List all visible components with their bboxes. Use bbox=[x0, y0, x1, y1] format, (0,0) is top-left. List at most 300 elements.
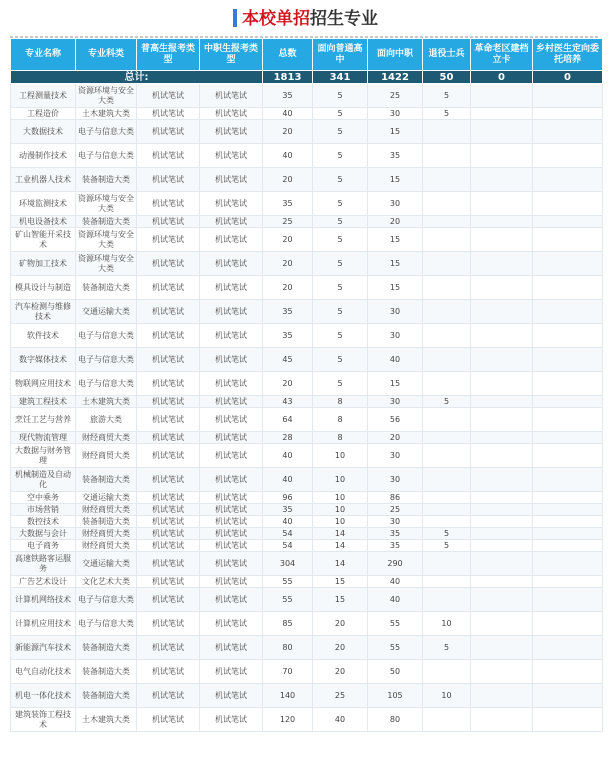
major-category: 电子与信息大类 bbox=[76, 588, 137, 612]
gaozhong-count: 10 bbox=[313, 492, 368, 504]
major-category: 财经商贸大类 bbox=[76, 444, 137, 468]
gaozhong-exam-type: 机试笔试 bbox=[137, 372, 200, 396]
village-doctor-count bbox=[533, 300, 603, 324]
majors-table bbox=[10, 38, 603, 732]
total-count: 40 bbox=[263, 444, 313, 468]
gaozhong-exam-type: 机试笔试 bbox=[137, 108, 200, 120]
laoqu-count bbox=[471, 432, 533, 444]
table-row bbox=[11, 108, 603, 120]
zhongzhi-count: 55 bbox=[368, 636, 423, 660]
zhongzhi-exam-type: 机试笔试 bbox=[200, 252, 263, 276]
header-cell: 乡村医生定向委托培养 bbox=[533, 39, 603, 71]
laoqu-count bbox=[471, 684, 533, 708]
total-count: 20 bbox=[263, 372, 313, 396]
soldier-count bbox=[423, 228, 471, 252]
gaozhong-count: 5 bbox=[313, 276, 368, 300]
major-name: 动漫制作技术 bbox=[11, 144, 76, 168]
table-row bbox=[11, 408, 603, 432]
gaozhong-exam-type: 机试笔试 bbox=[137, 516, 200, 528]
gaozhong-exam-type: 机试笔试 bbox=[137, 276, 200, 300]
header-cell: 退役士兵 bbox=[423, 39, 471, 71]
gaozhong-exam-type: 机试笔试 bbox=[137, 492, 200, 504]
table-row bbox=[11, 216, 603, 228]
total-count: 35 bbox=[263, 84, 313, 108]
soldier-count bbox=[423, 252, 471, 276]
gaozhong-count: 5 bbox=[313, 216, 368, 228]
village-doctor-count bbox=[533, 588, 603, 612]
village-doctor-count bbox=[533, 108, 603, 120]
soldier-count bbox=[423, 588, 471, 612]
soldier-count bbox=[423, 276, 471, 300]
zhongzhi-exam-type: 机试笔试 bbox=[200, 552, 263, 576]
zhongzhi-exam-type: 机试笔试 bbox=[200, 516, 263, 528]
zhongzhi-exam-type: 机试笔试 bbox=[200, 348, 263, 372]
laoqu-count bbox=[471, 552, 533, 576]
table-row bbox=[11, 432, 603, 444]
gaozhong-exam-type: 机试笔试 bbox=[137, 468, 200, 492]
major-name: 数字媒体技术 bbox=[11, 348, 76, 372]
soldier-count: 5 bbox=[423, 108, 471, 120]
zhongzhi-exam-type: 机试笔试 bbox=[200, 612, 263, 636]
village-doctor-count bbox=[533, 540, 603, 552]
total-count: 45 bbox=[263, 348, 313, 372]
major-name: 环境监测技术 bbox=[11, 192, 76, 216]
zhongzhi-exam-type: 机试笔试 bbox=[200, 144, 263, 168]
table-row bbox=[11, 612, 603, 636]
soldier-count bbox=[423, 432, 471, 444]
village-doctor-count bbox=[533, 432, 603, 444]
village-doctor-count bbox=[533, 528, 603, 540]
total-count: 35 bbox=[263, 192, 313, 216]
major-name: 广告艺术设计 bbox=[11, 576, 76, 588]
soldier-count bbox=[423, 216, 471, 228]
total-count: 64 bbox=[263, 408, 313, 432]
zhongzhi-count: 105 bbox=[368, 684, 423, 708]
laoqu-count bbox=[471, 588, 533, 612]
table-row bbox=[11, 348, 603, 372]
table-row bbox=[11, 636, 603, 660]
major-category: 交通运输大类 bbox=[76, 552, 137, 576]
total-count: 20 bbox=[263, 252, 313, 276]
major-category: 装备制造大类 bbox=[76, 216, 137, 228]
total-count: 35 bbox=[263, 324, 313, 348]
title-rest: 招生专业 bbox=[310, 9, 378, 29]
zhongzhi-exam-type: 机试笔试 bbox=[200, 372, 263, 396]
major-name: 机电设备技术 bbox=[11, 216, 76, 228]
total-count: 20 bbox=[263, 120, 313, 144]
zhongzhi-count: 30 bbox=[368, 324, 423, 348]
laoqu-count bbox=[471, 576, 533, 588]
table-row bbox=[11, 516, 603, 528]
zhongzhi-count: 40 bbox=[368, 576, 423, 588]
zhongzhi-count: 15 bbox=[368, 168, 423, 192]
gaozhong-count: 8 bbox=[313, 408, 368, 432]
major-category: 装备制造大类 bbox=[76, 276, 137, 300]
table-row bbox=[11, 192, 603, 216]
laoqu-count bbox=[471, 504, 533, 516]
total-count: 35 bbox=[263, 504, 313, 516]
major-name: 工程测量技术 bbox=[11, 84, 76, 108]
gaozhong-count: 20 bbox=[313, 636, 368, 660]
major-category: 土木建筑大类 bbox=[76, 108, 137, 120]
table-row bbox=[11, 84, 603, 108]
table-row bbox=[11, 276, 603, 300]
zhongzhi-count: 50 bbox=[368, 660, 423, 684]
zhongzhi-exam-type: 机试笔试 bbox=[200, 228, 263, 252]
table-row bbox=[11, 588, 603, 612]
village-doctor-count bbox=[533, 408, 603, 432]
soldier-count bbox=[423, 348, 471, 372]
table-row bbox=[11, 144, 603, 168]
major-category: 资源环境与安全大类 bbox=[76, 252, 137, 276]
laoqu-count bbox=[471, 528, 533, 540]
major-category: 资源环境与安全大类 bbox=[76, 228, 137, 252]
table-row bbox=[11, 372, 603, 396]
laoqu-count bbox=[471, 540, 533, 552]
zhongzhi-count: 15 bbox=[368, 372, 423, 396]
major-name: 电气自动化技术 bbox=[11, 660, 76, 684]
major-name: 数控技术 bbox=[11, 516, 76, 528]
zhongzhi-exam-type: 机试笔试 bbox=[200, 396, 263, 408]
title-highlight: 本校单招 bbox=[242, 9, 310, 29]
zhongzhi-count: 30 bbox=[368, 192, 423, 216]
soldier-count bbox=[423, 444, 471, 468]
major-name: 工业机器人技术 bbox=[11, 168, 76, 192]
village-doctor-count bbox=[533, 168, 603, 192]
zhongzhi-exam-type: 机试笔试 bbox=[200, 444, 263, 468]
village-doctor-count bbox=[533, 372, 603, 396]
laoqu-count bbox=[471, 708, 533, 732]
header-cell: 普高生报考类型 bbox=[137, 39, 200, 71]
total-count: 43 bbox=[263, 396, 313, 408]
zhongzhi-exam-type: 机试笔试 bbox=[200, 492, 263, 504]
major-name: 大数据技术 bbox=[11, 120, 76, 144]
major-category: 装备制造大类 bbox=[76, 636, 137, 660]
laoqu-count bbox=[471, 120, 533, 144]
gaozhong-exam-type: 机试笔试 bbox=[137, 612, 200, 636]
soldier-count: 5 bbox=[423, 396, 471, 408]
gaozhong-count: 5 bbox=[313, 252, 368, 276]
soldier-count bbox=[423, 324, 471, 348]
total-count: 20 bbox=[263, 228, 313, 252]
table-row bbox=[11, 684, 603, 708]
major-name: 新能源汽车技术 bbox=[11, 636, 76, 660]
laoqu-count bbox=[471, 216, 533, 228]
table-row bbox=[11, 576, 603, 588]
major-name: 矿山智能开采技术 bbox=[11, 228, 76, 252]
gaozhong-exam-type: 机试笔试 bbox=[137, 660, 200, 684]
total-count: 25 bbox=[263, 216, 313, 228]
gaozhong-count: 5 bbox=[313, 120, 368, 144]
major-name: 物联网应用技术 bbox=[11, 372, 76, 396]
total-count: 304 bbox=[263, 552, 313, 576]
gaozhong-exam-type: 机试笔试 bbox=[137, 684, 200, 708]
zhongzhi-exam-type: 机试笔试 bbox=[200, 120, 263, 144]
zhongzhi-count: 35 bbox=[368, 540, 423, 552]
gaozhong-exam-type: 机试笔试 bbox=[137, 588, 200, 612]
gaozhong-count: 5 bbox=[313, 348, 368, 372]
gaozhong-count: 14 bbox=[313, 528, 368, 540]
gaozhong-exam-type: 机试笔试 bbox=[137, 144, 200, 168]
zhongzhi-exam-type: 机试笔试 bbox=[200, 504, 263, 516]
table-row bbox=[11, 252, 603, 276]
gaozhong-count: 10 bbox=[313, 504, 368, 516]
major-category: 装备制造大类 bbox=[76, 684, 137, 708]
gaozhong-exam-type: 机试笔试 bbox=[137, 396, 200, 408]
gaozhong-count: 5 bbox=[313, 84, 368, 108]
zhongzhi-exam-type: 机试笔试 bbox=[200, 408, 263, 432]
zhongzhi-exam-type: 机试笔试 bbox=[200, 216, 263, 228]
village-doctor-count bbox=[533, 576, 603, 588]
gaozhong-count: 5 bbox=[313, 228, 368, 252]
major-name: 现代物流管理 bbox=[11, 432, 76, 444]
village-doctor-count bbox=[533, 144, 603, 168]
soldier-count bbox=[423, 492, 471, 504]
major-category: 财经商贸大类 bbox=[76, 504, 137, 516]
laoqu-count bbox=[471, 468, 533, 492]
zhongzhi-count: 25 bbox=[368, 84, 423, 108]
laoqu-count bbox=[471, 660, 533, 684]
gaozhong-exam-type: 机试笔试 bbox=[137, 528, 200, 540]
major-name: 计算机应用技术 bbox=[11, 612, 76, 636]
zhongzhi-count: 56 bbox=[368, 408, 423, 432]
total-count: 40 bbox=[263, 144, 313, 168]
zhongzhi-count: 30 bbox=[368, 444, 423, 468]
major-category: 电子与信息大类 bbox=[76, 612, 137, 636]
total-count: 96 bbox=[263, 492, 313, 504]
village-doctor-count bbox=[533, 504, 603, 516]
soldier-count bbox=[423, 372, 471, 396]
major-name: 机电一体化技术 bbox=[11, 684, 76, 708]
gaozhong-count: 14 bbox=[313, 540, 368, 552]
laoqu-count bbox=[471, 516, 533, 528]
total-count: 1813 bbox=[263, 71, 313, 84]
zhongzhi-count: 35 bbox=[368, 528, 423, 540]
soldier-count: 5 bbox=[423, 540, 471, 552]
gaozhong-exam-type: 机试笔试 bbox=[137, 576, 200, 588]
major-name: 建筑工程技术 bbox=[11, 396, 76, 408]
zhongzhi-exam-type: 机试笔试 bbox=[200, 192, 263, 216]
gaozhong-count: 5 bbox=[313, 108, 368, 120]
table-row bbox=[11, 708, 603, 732]
total-count: 55 bbox=[263, 576, 313, 588]
major-category: 土木建筑大类 bbox=[76, 708, 137, 732]
village-doctor-count bbox=[533, 708, 603, 732]
gaozhong-count: 5 bbox=[313, 324, 368, 348]
gaozhong-count: 20 bbox=[313, 660, 368, 684]
table-row bbox=[11, 528, 603, 540]
table-row bbox=[11, 168, 603, 192]
total-count: 20 bbox=[263, 276, 313, 300]
zhongzhi-count: 55 bbox=[368, 612, 423, 636]
laoqu-count bbox=[471, 168, 533, 192]
zhongzhi-count: 30 bbox=[368, 396, 423, 408]
laoqu-count bbox=[471, 348, 533, 372]
table-row bbox=[11, 660, 603, 684]
zhongzhi-count: 40 bbox=[368, 348, 423, 372]
gaozhong-count: 5 bbox=[313, 168, 368, 192]
zhongzhi-count: 20 bbox=[368, 432, 423, 444]
soldier-count bbox=[423, 504, 471, 516]
village-doctor-count bbox=[533, 612, 603, 636]
laoqu-count bbox=[471, 324, 533, 348]
gaozhong-exam-type: 机试笔试 bbox=[137, 120, 200, 144]
village-doctor-count bbox=[533, 216, 603, 228]
zhongzhi-exam-type: 机试笔试 bbox=[200, 468, 263, 492]
zhongzhi-count: 30 bbox=[368, 300, 423, 324]
village-doctor-count bbox=[533, 120, 603, 144]
village-doctor-count bbox=[533, 468, 603, 492]
soldier-count bbox=[423, 120, 471, 144]
gaozhong-exam-type: 机试笔试 bbox=[137, 552, 200, 576]
zhongzhi-exam-type: 机试笔试 bbox=[200, 708, 263, 732]
zhongzhi-count: 86 bbox=[368, 492, 423, 504]
header-cell: 总数 bbox=[263, 39, 313, 71]
header-cell: 中职生报考类型 bbox=[200, 39, 263, 71]
zhongzhi-exam-type: 机试笔试 bbox=[200, 432, 263, 444]
laoqu-count bbox=[471, 228, 533, 252]
soldier-count bbox=[423, 660, 471, 684]
major-category: 财经商贸大类 bbox=[76, 432, 137, 444]
laoqu-count bbox=[471, 192, 533, 216]
laoqu-count bbox=[471, 612, 533, 636]
gaozhong-count: 25 bbox=[313, 684, 368, 708]
village-doctor-count bbox=[533, 324, 603, 348]
total-row bbox=[11, 71, 603, 84]
zhongzhi-count: 20 bbox=[368, 216, 423, 228]
gaozhong-exam-type: 机试笔试 bbox=[137, 408, 200, 432]
total-count: 40 bbox=[263, 516, 313, 528]
soldier-count: 10 bbox=[423, 612, 471, 636]
major-name: 市场营销 bbox=[11, 504, 76, 516]
village-doctor-count bbox=[533, 516, 603, 528]
gaozhong-count: 20 bbox=[313, 612, 368, 636]
gaozhong-exam-type: 机试笔试 bbox=[137, 168, 200, 192]
gaozhong-exam-type: 机试笔试 bbox=[137, 504, 200, 516]
zhongzhi-count: 40 bbox=[368, 588, 423, 612]
table-row bbox=[11, 396, 603, 408]
zhongzhi-count: 15 bbox=[368, 276, 423, 300]
total-village: 0 bbox=[533, 71, 603, 84]
zhongzhi-exam-type: 机试笔试 bbox=[200, 636, 263, 660]
major-category: 财经商贸大类 bbox=[76, 540, 137, 552]
major-name: 空中乘务 bbox=[11, 492, 76, 504]
total-count: 35 bbox=[263, 300, 313, 324]
total-count: 40 bbox=[263, 468, 313, 492]
zhongzhi-exam-type: 机试笔试 bbox=[200, 684, 263, 708]
laoqu-count bbox=[471, 492, 533, 504]
major-category: 装备制造大类 bbox=[76, 660, 137, 684]
zhongzhi-exam-type: 机试笔试 bbox=[200, 324, 263, 348]
header-cell: 专业科类 bbox=[76, 39, 137, 71]
gaozhong-count: 8 bbox=[313, 396, 368, 408]
zhongzhi-count: 80 bbox=[368, 708, 423, 732]
major-category: 资源环境与安全大类 bbox=[76, 84, 137, 108]
zhongzhi-count: 15 bbox=[368, 252, 423, 276]
zhongzhi-exam-type: 机试笔试 bbox=[200, 540, 263, 552]
major-name: 模具设计与制造 bbox=[11, 276, 76, 300]
zhongzhi-count: 30 bbox=[368, 108, 423, 120]
major-name: 烹饪工艺与营养 bbox=[11, 408, 76, 432]
laoqu-count bbox=[471, 276, 533, 300]
total-count: 70 bbox=[263, 660, 313, 684]
laoqu-count bbox=[471, 84, 533, 108]
zhongzhi-exam-type: 机试笔试 bbox=[200, 576, 263, 588]
gaozhong-exam-type: 机试笔试 bbox=[137, 324, 200, 348]
header-cell: 革命老区建档立卡 bbox=[471, 39, 533, 71]
major-category: 装备制造大类 bbox=[76, 168, 137, 192]
major-name: 计算机网络技术 bbox=[11, 588, 76, 612]
table-row bbox=[11, 492, 603, 504]
zhongzhi-exam-type: 机试笔试 bbox=[200, 588, 263, 612]
table-row bbox=[11, 120, 603, 144]
soldier-count bbox=[423, 408, 471, 432]
zhongzhi-count: 30 bbox=[368, 516, 423, 528]
table-row bbox=[11, 444, 603, 468]
major-name: 建筑装饰工程技术 bbox=[11, 708, 76, 732]
total-count: 140 bbox=[263, 684, 313, 708]
laoqu-count bbox=[471, 396, 533, 408]
total-label: 总计: bbox=[11, 71, 263, 84]
total-count: 80 bbox=[263, 636, 313, 660]
total-laoqu: 0 bbox=[471, 71, 533, 84]
zhongzhi-count: 35 bbox=[368, 144, 423, 168]
village-doctor-count bbox=[533, 636, 603, 660]
zhongzhi-count: 290 bbox=[368, 552, 423, 576]
gaozhong-count: 5 bbox=[313, 372, 368, 396]
major-name: 高速铁路客运服务 bbox=[11, 552, 76, 576]
laoqu-count bbox=[471, 408, 533, 432]
gaozhong-exam-type: 机试笔试 bbox=[137, 300, 200, 324]
soldier-count bbox=[423, 192, 471, 216]
header-cell: 面向中职 bbox=[368, 39, 423, 71]
soldier-count: 5 bbox=[423, 636, 471, 660]
laoqu-count bbox=[471, 108, 533, 120]
title-accent-bar bbox=[233, 9, 237, 27]
table-row bbox=[11, 552, 603, 576]
gaozhong-count: 15 bbox=[313, 588, 368, 612]
village-doctor-count bbox=[533, 492, 603, 504]
major-category: 资源环境与安全大类 bbox=[76, 192, 137, 216]
total-gaozhong: 341 bbox=[313, 71, 368, 84]
header-cell: 面向普通高中 bbox=[313, 39, 368, 71]
zhongzhi-count: 15 bbox=[368, 228, 423, 252]
zhongzhi-exam-type: 机试笔试 bbox=[200, 84, 263, 108]
village-doctor-count bbox=[533, 276, 603, 300]
gaozhong-count: 5 bbox=[313, 300, 368, 324]
major-name: 软件技术 bbox=[11, 324, 76, 348]
page-title bbox=[0, 0, 611, 40]
major-name: 大数据与财务管理 bbox=[11, 444, 76, 468]
major-category: 装备制造大类 bbox=[76, 516, 137, 528]
gaozhong-count: 5 bbox=[313, 144, 368, 168]
laoqu-count bbox=[471, 144, 533, 168]
zhongzhi-exam-type: 机试笔试 bbox=[200, 660, 263, 684]
major-category: 电子与信息大类 bbox=[76, 324, 137, 348]
village-doctor-count bbox=[533, 84, 603, 108]
total-soldier: 50 bbox=[423, 71, 471, 84]
gaozhong-exam-type: 机试笔试 bbox=[137, 708, 200, 732]
soldier-count bbox=[423, 516, 471, 528]
village-doctor-count bbox=[533, 444, 603, 468]
gaozhong-count: 10 bbox=[313, 468, 368, 492]
major-category: 电子与信息大类 bbox=[76, 348, 137, 372]
major-category: 电子与信息大类 bbox=[76, 120, 137, 144]
soldier-count bbox=[423, 468, 471, 492]
soldier-count bbox=[423, 552, 471, 576]
gaozhong-exam-type: 机试笔试 bbox=[137, 84, 200, 108]
laoqu-count bbox=[471, 252, 533, 276]
